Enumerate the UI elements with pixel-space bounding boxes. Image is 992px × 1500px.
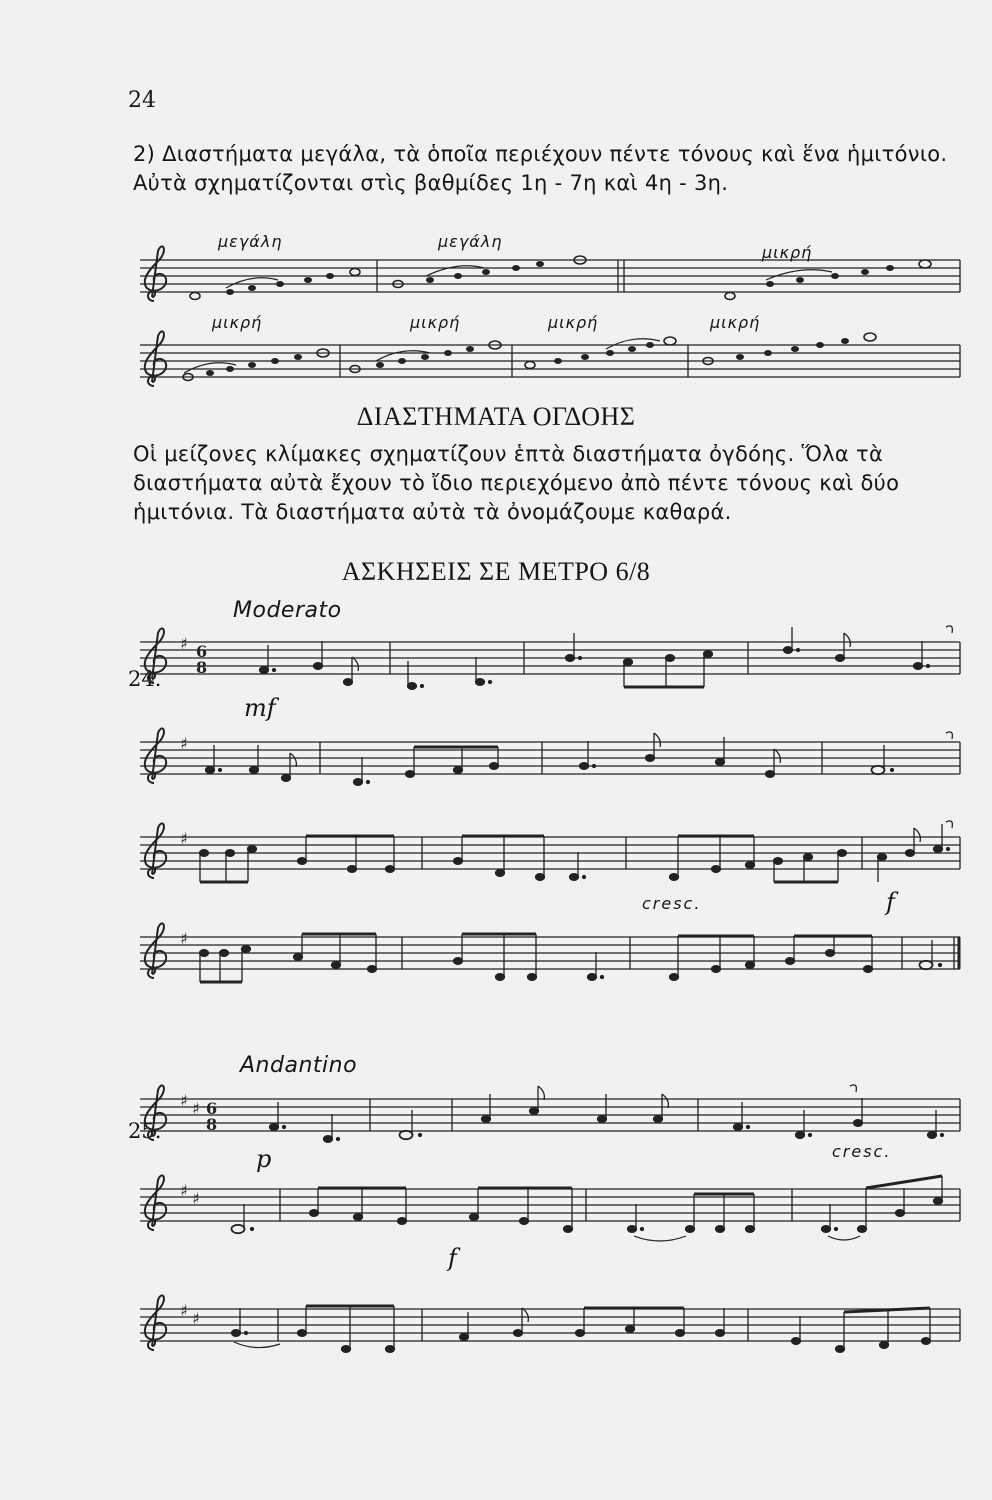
treble-clef-icon: [145, 331, 166, 386]
treble-clef-icon: [145, 1295, 166, 1350]
interval-staff-2: [140, 340, 962, 390]
svg-text:♯: ♯: [180, 1091, 188, 1110]
ts-bottom: 8: [196, 658, 208, 677]
staff2-label-4: μικρή: [710, 313, 761, 332]
svg-text:♯: ♯: [180, 634, 188, 653]
treble-clef-icon: [145, 1175, 166, 1230]
exercise-24-tempo: Moderato: [233, 598, 342, 623]
exercise-24-dynamic-f: f: [886, 888, 895, 916]
exercise-24-dynamic-mf: mf: [244, 694, 276, 722]
staff2-label-3: μικρή: [548, 313, 599, 332]
exercise-24-staff-2: [140, 734, 962, 797]
staff1-label-1: μεγάλη: [218, 232, 283, 251]
treble-clef-icon: [145, 246, 166, 301]
exercise-25-tempo: Andantino: [240, 1053, 358, 1078]
exercise-25-staff-2: [140, 1181, 962, 1254]
exercise-25-staff-3: [140, 1301, 962, 1374]
ts-top: 6: [206, 1099, 218, 1118]
svg-text:♯: ♯: [180, 829, 188, 848]
ts-top: 6: [196, 642, 208, 661]
exercise-25-staff-3-svg: [140, 1301, 962, 1374]
intervals-paragraph: 2) Διαστήματα μεγάλα, τὰ ὁποῖα περιέχουν πέντε τόνους καὶ ἕνα ἡμιτόνιο. Αὐτὰ σχηματίζονται στὶς βαθμίδες 1η - 7η καὶ 4η - 3η.: [133, 142, 948, 195]
svg-text:♯: ♯: [180, 734, 188, 753]
exercises-heading: ΑΣΚΗΣΕΙΣ ΣΕ ΜΕΤΡΟ 6/8: [341, 557, 651, 586]
svg-text:♯: ♯: [192, 1099, 200, 1118]
exercise-25-number: 25.: [128, 1119, 162, 1143]
svg-text:♯: ♯: [180, 1301, 188, 1320]
exercise-24-staff-3: [140, 829, 962, 902]
svg-text:♯: ♯: [180, 929, 188, 948]
staff1-label-2: μεγάλη: [438, 232, 503, 251]
svg-text:♯: ♯: [192, 1309, 200, 1328]
treble-clef-icon: [145, 728, 166, 783]
treble-clef-icon: [145, 628, 166, 683]
exercise-24-staff-4: [140, 929, 962, 1002]
exercise-24-number: 24.: [128, 667, 162, 691]
svg-text:♯: ♯: [192, 1189, 200, 1208]
treble-clef-icon: [145, 1085, 166, 1140]
staff1-label-3: μικρή: [762, 243, 813, 262]
staff2-label-1: μικρή: [212, 313, 263, 332]
octaves-heading: ΔΙΑΣΤΗΜΑΤΑ ΟΓΔΟΗΣ: [356, 402, 636, 431]
interval-staff-2-svg: [140, 340, 962, 390]
treble-clef-icon: [145, 823, 166, 878]
svg-text:♯: ♯: [180, 1181, 188, 1200]
ts-bottom: 8: [206, 1115, 218, 1134]
exercise-25-dynamic-p: p: [256, 1145, 272, 1173]
page-number: 24: [128, 88, 156, 113]
interval-staff-1: [140, 255, 962, 305]
exercise-25-dynamic-f: f: [448, 1244, 457, 1272]
exercise-24-staff-2-svg: [140, 734, 962, 797]
interval-staff-1-svg: [140, 255, 962, 305]
treble-clef-icon: [145, 923, 166, 978]
staff2-label-2: μικρή: [410, 313, 461, 332]
exercise-24-dynamic-cresc: cresc.: [642, 894, 702, 913]
octaves-paragraph: Οἱ μείζονες κλίμακες σχηματίζουν ἑπτὰ διαστήματα ὀγδόης. Ὅλα τὰ διαστήματα αὐτὰ ἔχουν τὸ ἴδιο περιεχόμενο ἀπὸ πέντε τόνους καὶ δύο ἡμιτόνια. Τὰ διαστήματα αὐτὰ τὰ ὀνομάζουμε καθαρά.: [133, 442, 900, 524]
exercise-24-staff-3-svg: [140, 829, 962, 902]
exercise-24-staff-4-svg: [140, 929, 962, 1002]
exercise-25-dynamic-cresc: cresc.: [832, 1142, 892, 1161]
exercise-25-staff-2-svg: [140, 1181, 962, 1254]
